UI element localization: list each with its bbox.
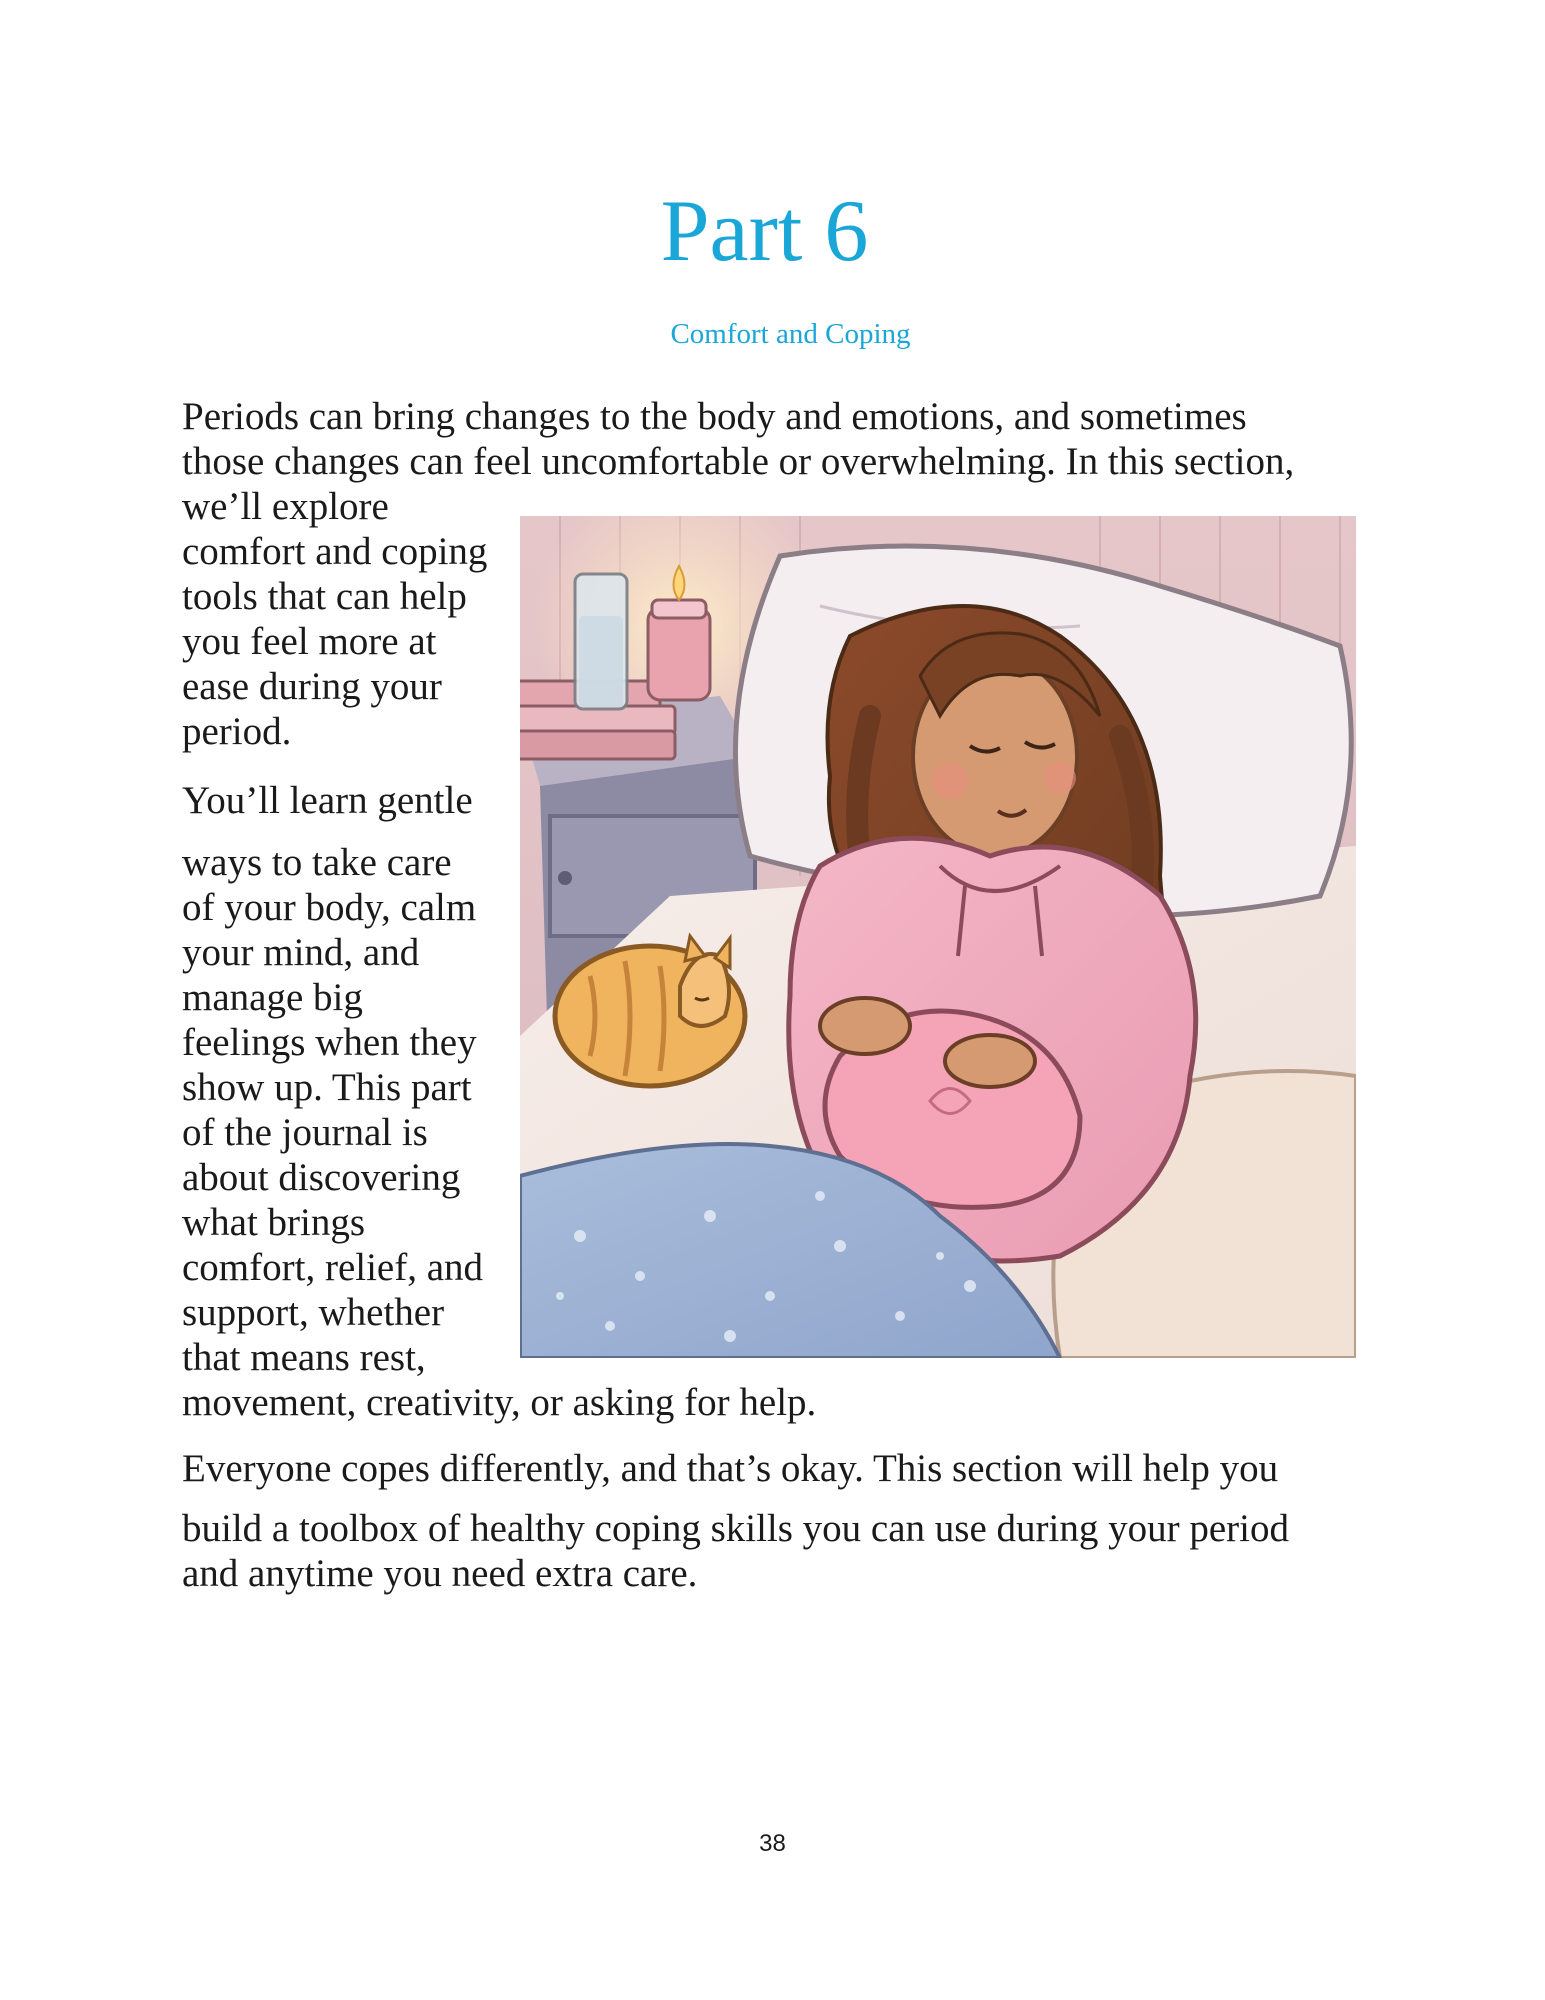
body-line: what brings: [182, 1201, 366, 1244]
body-line: ways to take care: [182, 841, 452, 884]
part-subtitle: [0, 318, 1545, 351]
body-line: support, whether: [182, 1291, 445, 1334]
body-line: You’ll learn gentle: [182, 779, 473, 822]
body-line: of your body, calm: [182, 886, 477, 929]
body-line: ease during your: [182, 665, 442, 708]
body-line: feelings when they: [182, 1021, 477, 1064]
body-line: comfort and coping: [182, 530, 488, 573]
body-line: tools that can help: [182, 575, 467, 618]
part-title: [0, 182, 1545, 282]
body-line: your mind, and: [182, 931, 420, 974]
body-line: Periods can bring changes to the body and emotions, and sometimes: [182, 395, 1247, 438]
body-line: period.: [182, 710, 292, 753]
body-line: movement, creativity, or asking for help.: [182, 1381, 817, 1424]
body-line: those changes can feel uncomfortable or overwhelming. In this section,: [182, 440, 1295, 483]
body-line: and anytime you need extra care.: [182, 1552, 698, 1595]
girl-resting-illustration: [520, 516, 1356, 1358]
illustration-svg: [520, 516, 1356, 1358]
body-line: comfort, relief, and: [182, 1246, 484, 1289]
body-line: manage big: [182, 976, 363, 1019]
part-subtitle-text: Comfort and Coping: [670, 318, 911, 350]
body-line: of the journal is: [182, 1111, 428, 1154]
part-title-text: Part 6: [660, 183, 869, 280]
body-line: Everyone copes differently, and that’s okay. This section will help you: [182, 1447, 1279, 1490]
body-line: that means rest,: [182, 1336, 426, 1379]
body-line: you feel more at: [182, 620, 437, 663]
body-line: about discovering: [182, 1156, 461, 1199]
page-number: 38: [759, 1830, 786, 1857]
body-line: show up. This part: [182, 1066, 472, 1109]
body-line: we’ll explore: [182, 485, 389, 528]
body-line: build a toolbox of healthy coping skills you can use during your period: [182, 1507, 1289, 1550]
